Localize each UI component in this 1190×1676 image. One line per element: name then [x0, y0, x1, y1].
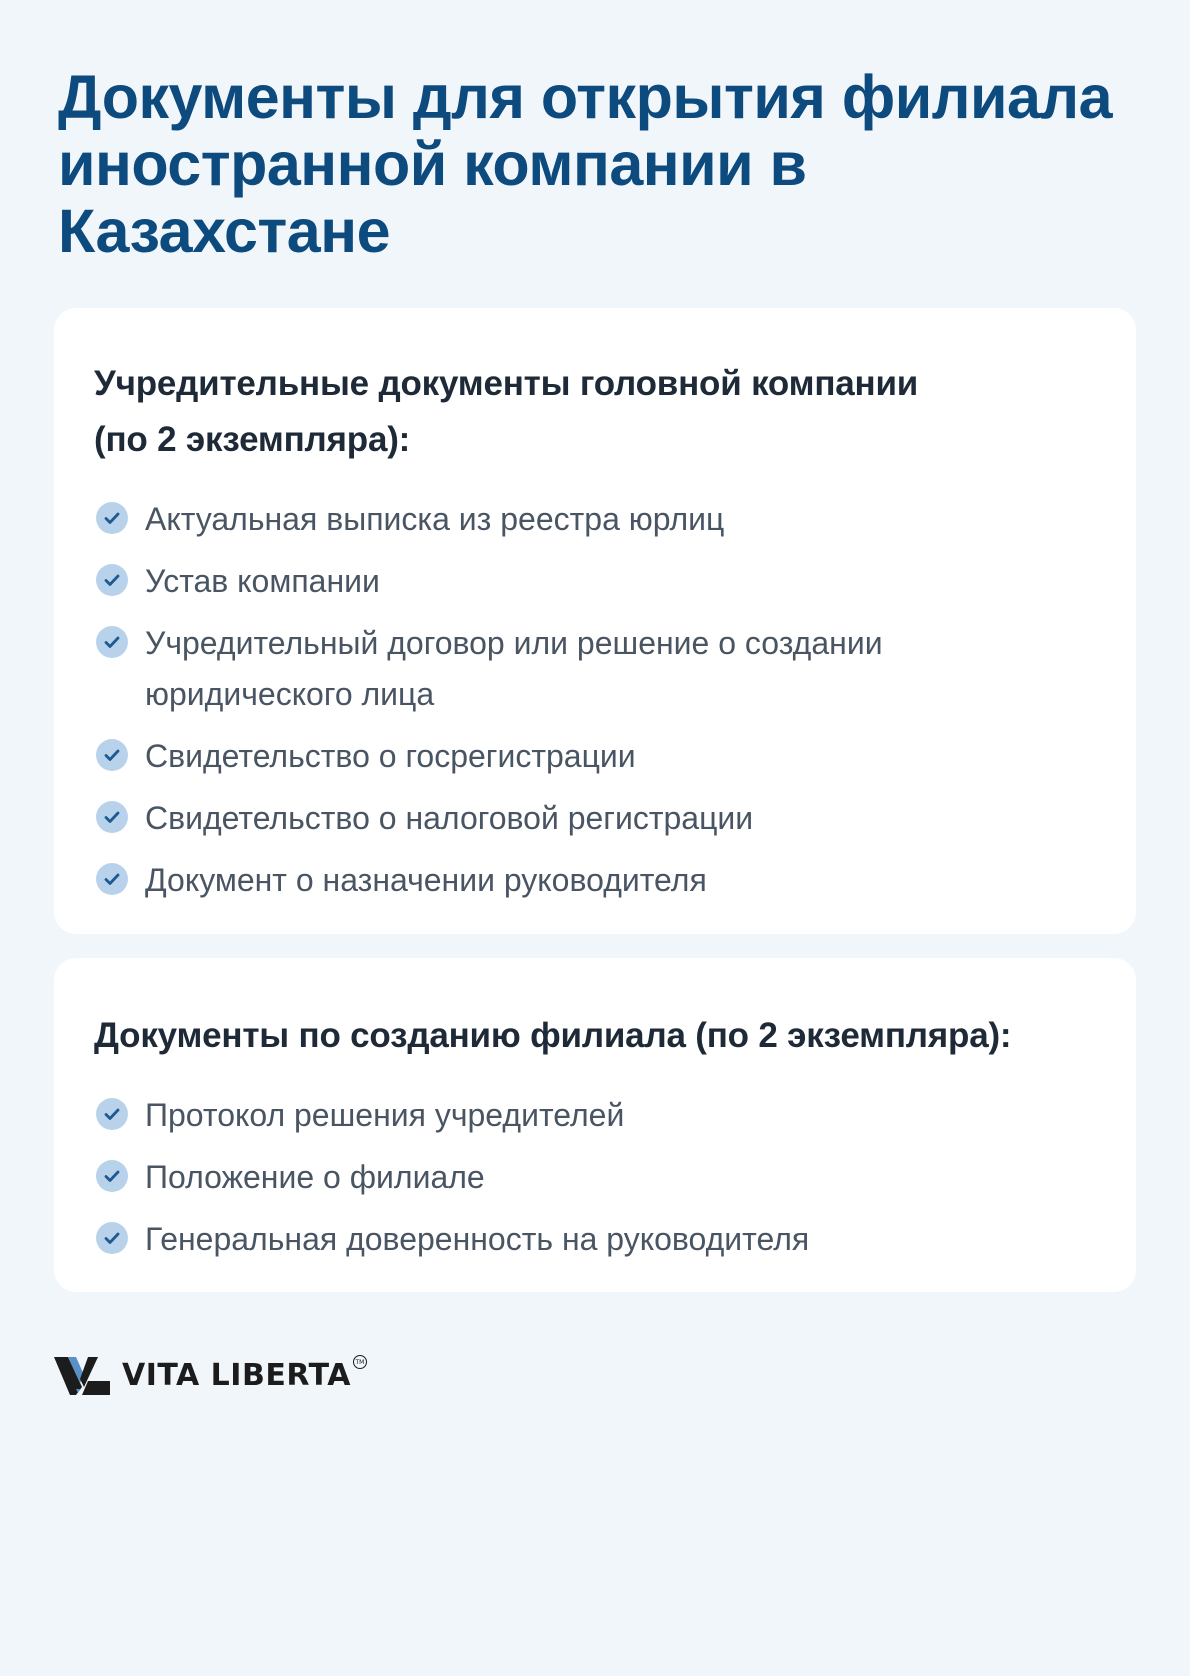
heading-line-2: (по 2 экземпляра): — [94, 420, 411, 459]
logo-text: VITA LIBERTA — [122, 1358, 351, 1393]
check-circle-icon — [96, 1222, 128, 1254]
list-item-text: Свидетельство о налоговой регистрации — [145, 800, 754, 836]
list-item-text: Свидетельство о госрегистрации — [145, 738, 636, 774]
list-item-text: Документ о назначении руководителя — [145, 862, 707, 898]
branch-documents-heading: Документы по созданию филиала (по 2 экземпляра): — [94, 1016, 1012, 1055]
list-item-text: Генеральная доверенность на руководителя — [145, 1221, 810, 1257]
list-item — [94, 793, 1096, 844]
branch-documents-list — [94, 1090, 1096, 1265]
trademark-symbol: TM — [353, 1355, 367, 1369]
list-item-text: Положение о филиале — [145, 1159, 485, 1195]
list-item-text: Устав компании — [145, 563, 380, 599]
check-circle-icon — [96, 626, 128, 658]
founding-documents-heading — [94, 356, 1094, 468]
list-item-text: Протокол решения учредителей — [145, 1097, 625, 1133]
page-title: Документы для открытия филиала иностранной компании в Казахстане — [58, 63, 1113, 265]
founding-documents-list — [94, 494, 1096, 906]
list-item-text: Актуальная выписка из реестра юрлиц — [145, 501, 725, 537]
list-item — [94, 1214, 1096, 1265]
list-item — [94, 494, 1096, 545]
check-circle-icon — [96, 502, 128, 534]
company-logo — [54, 1354, 365, 1398]
list-item — [94, 1090, 1096, 1141]
vita-liberta-logo-mark-icon — [54, 1355, 110, 1397]
branch-documents-card — [54, 958, 1136, 1292]
list-item — [94, 731, 1096, 782]
check-circle-icon — [96, 564, 128, 596]
check-circle-icon — [96, 739, 128, 771]
check-circle-icon — [96, 1160, 128, 1192]
founding-documents-card — [54, 308, 1136, 934]
list-item — [94, 855, 1096, 906]
list-item — [94, 1152, 1096, 1203]
check-circle-icon — [96, 863, 128, 895]
heading-line-1: Учредительные документы головной компании — [94, 364, 919, 403]
list-item-text: Учредительный договор или решение о создании юридического лица — [145, 625, 883, 712]
check-circle-icon — [96, 801, 128, 833]
check-circle-icon — [96, 1098, 128, 1130]
list-item — [94, 618, 994, 720]
list-item — [94, 556, 1096, 607]
